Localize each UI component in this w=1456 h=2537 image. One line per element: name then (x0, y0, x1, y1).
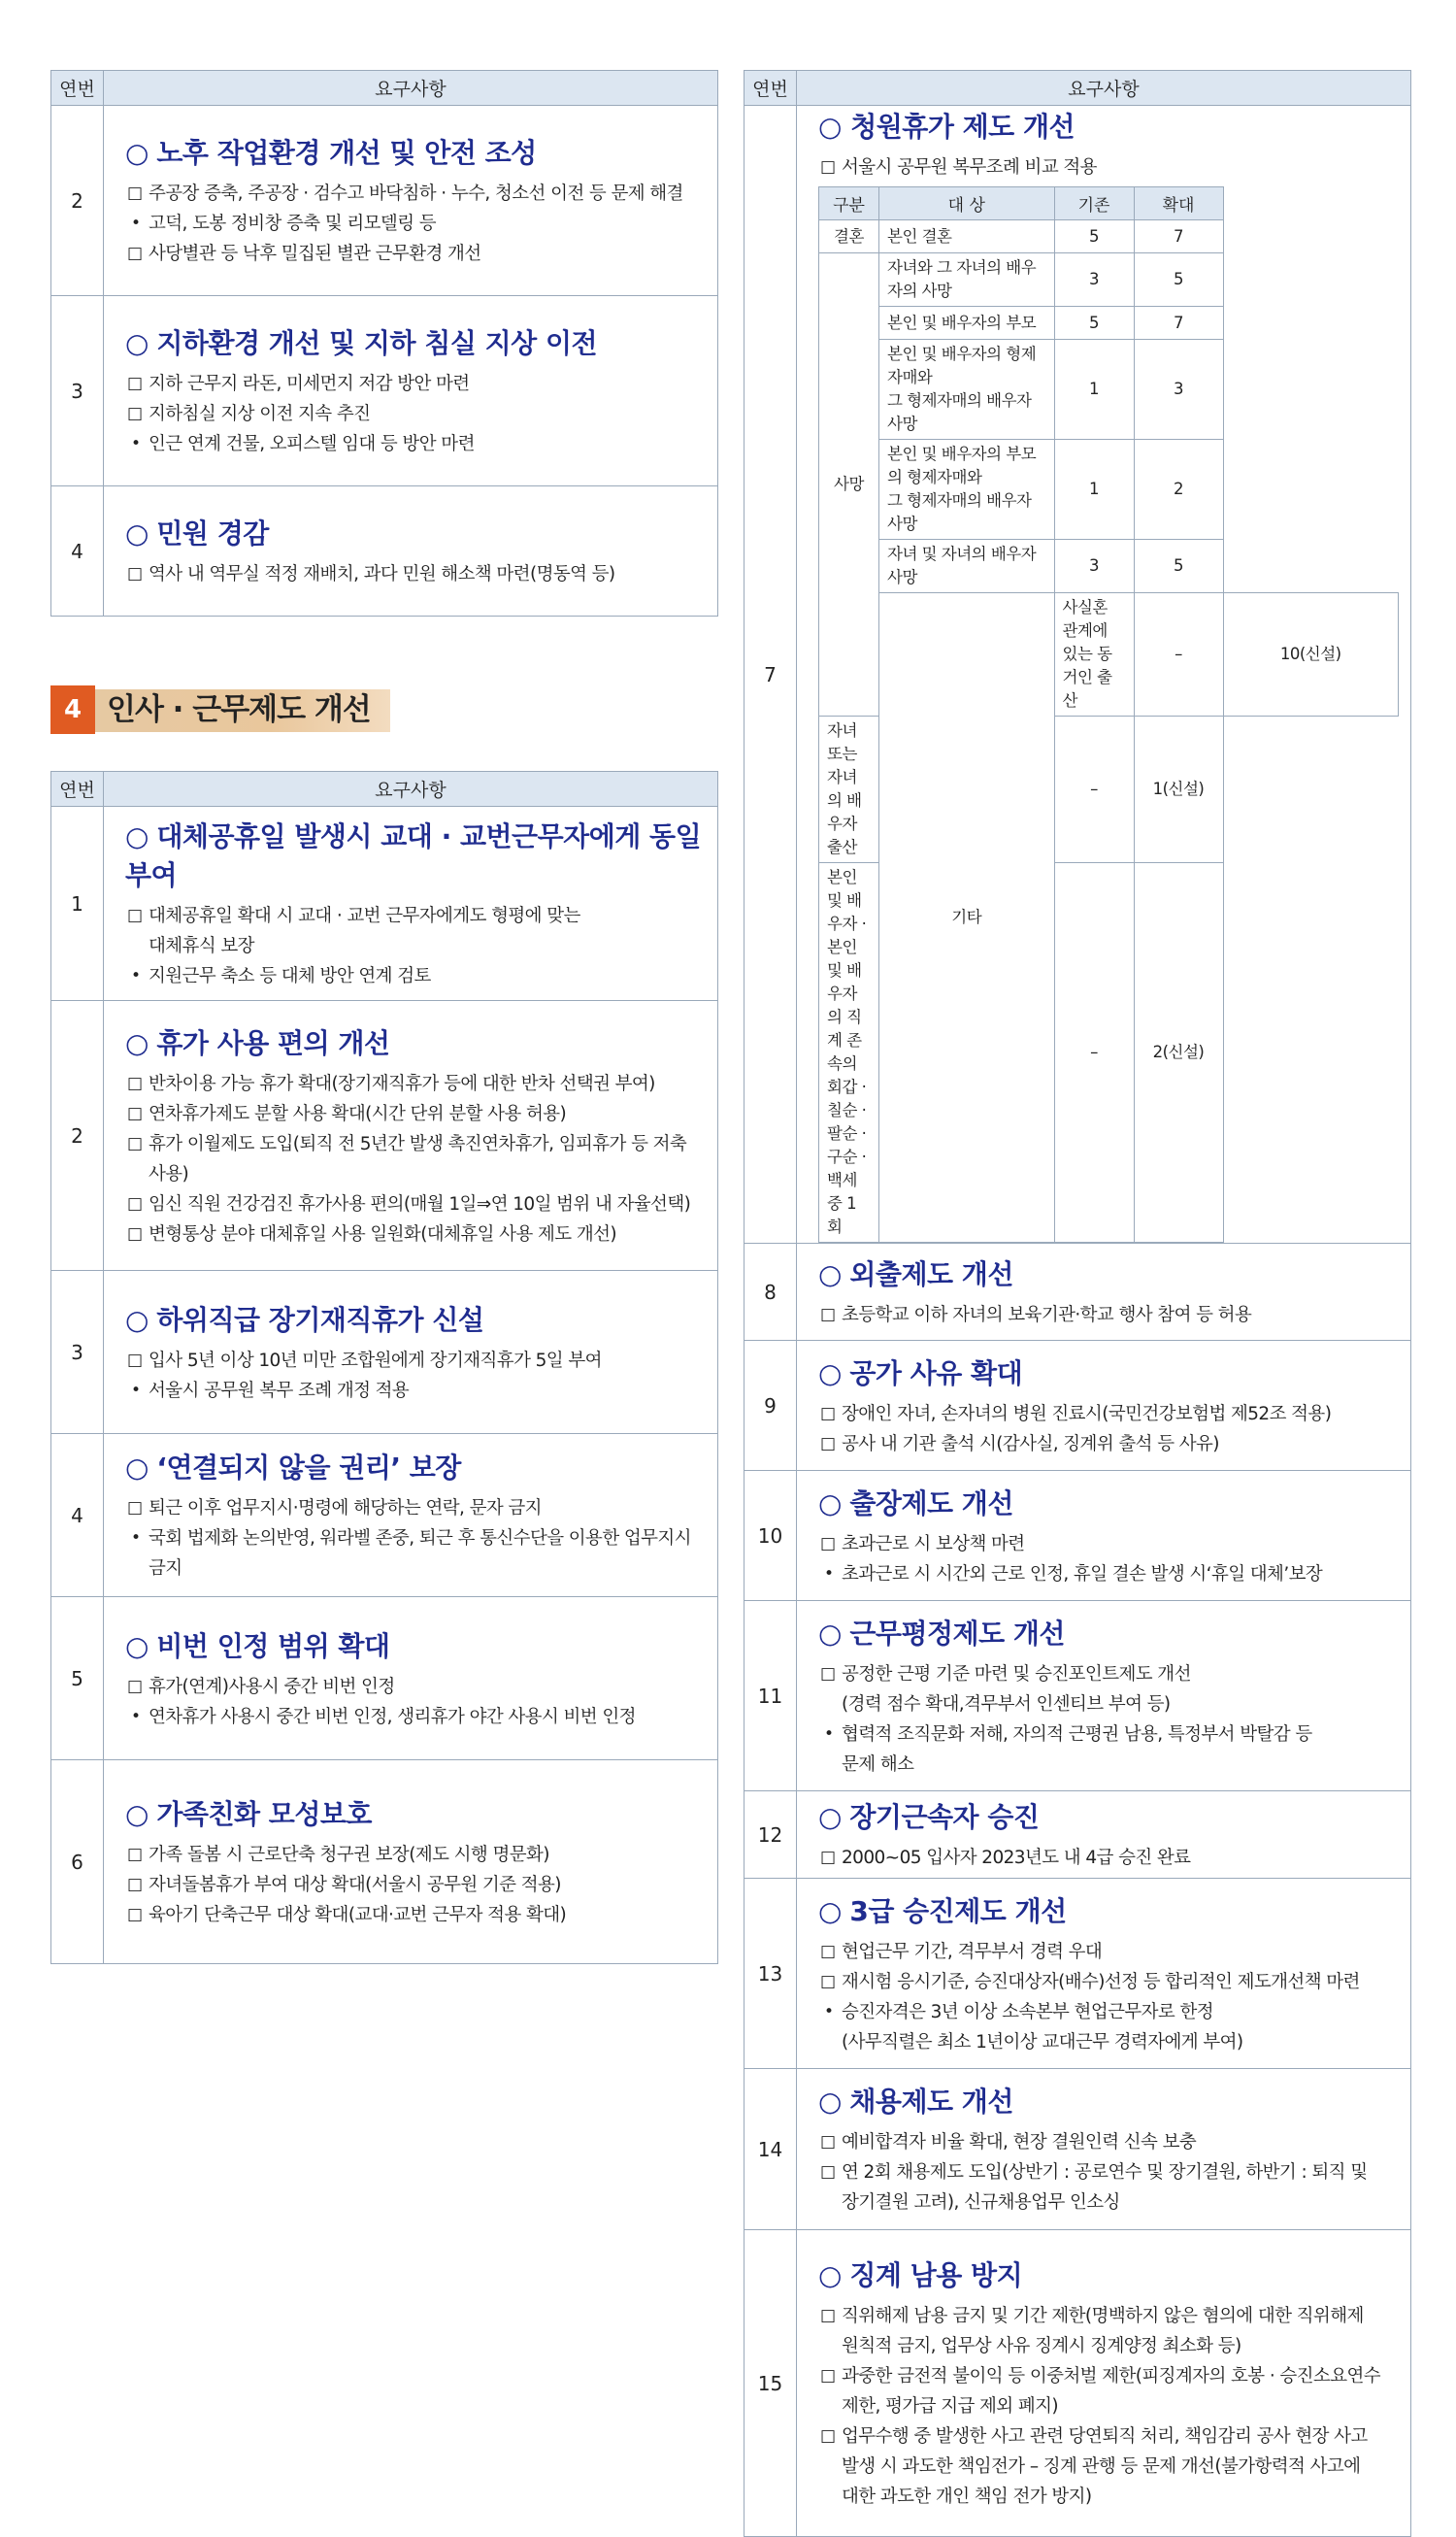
row-title-text: 청원휴가 제도 개선 (850, 111, 1075, 143)
table-row (745, 2069, 1411, 2230)
list-item: 대한 과도한 개인 책임 전가 방지) (842, 2487, 1092, 2507)
table-row (745, 1791, 1411, 1879)
list-item: □ 예비합격자 비율 확대, 현장 결원인력 신속 보충 (818, 2127, 1397, 2157)
row-number: 8 (745, 1244, 797, 1341)
row-items (818, 1843, 1397, 1873)
row-content (797, 2230, 1411, 2537)
row-title: ○ 하위직급 장기재직휴가 신설 (125, 1303, 484, 1336)
row-number: 10 (745, 1471, 797, 1601)
table-row (745, 1341, 1411, 1471)
list-item: □ 휴가(연계)사용시 중간 비번 인정 (125, 1672, 704, 1702)
list-item: □ 반차이용 가능 휴가 확대(장기재직휴가 등에 대한 반차 선택권 부여) (125, 1069, 704, 1099)
leave-table-header-cell: 기존 (1054, 187, 1134, 220)
row-title-text: 근무평정제도 개선 (849, 1617, 1065, 1650)
header-req: 요구사항 (104, 71, 718, 106)
list-item: □ 초등학교 이하 자녀의 보육기관·학교 행사 참여 등 허용 (818, 1300, 1397, 1330)
leave-new-days: 10(신설) (1223, 593, 1399, 717)
row-title-text: 노후 작업환경 개선 및 안전 조성 (156, 137, 537, 169)
row-title: ○ 지하환경 개선 및 지하 침실 지상 이전 (125, 327, 598, 359)
list-item: □ 장애인 자녀, 손자녀의 병원 진료시(국민건강보험법 제52조 적용) (818, 1399, 1397, 1429)
leave-old-days: 5 (1054, 220, 1134, 253)
row-title: ○ 대체공휴일 발생시 교대 · 교번근무자에게 동일 부여 (125, 820, 702, 891)
row-content (797, 1471, 1411, 1601)
row-title-text: 가족친화 모성보호 (156, 1798, 372, 1830)
row-number: 4 (51, 486, 104, 617)
row-items (125, 1840, 704, 1930)
list-item: □ 서울시 공무원 복무조례 비교 적용 (818, 152, 1399, 183)
leave-new-days: 3 (1134, 340, 1223, 440)
list-item: • 초과근로 시 시간외 근로 인정, 휴일 결손 발생 시‘휴일 대체’보장 (818, 1559, 1397, 1589)
header-num: 연번 (51, 772, 104, 807)
left-bottom-body (51, 807, 718, 1964)
leave-table-header-cell: 확대 (1134, 187, 1223, 220)
row-content (104, 486, 718, 617)
list-item: □ 입사 5년 이상 10년 미만 조합원에게 장기재직휴가 5일 부여 (125, 1346, 704, 1376)
table-row (51, 1597, 718, 1760)
leave-old-days: 1 (1054, 440, 1134, 540)
row-title-text: 공가 사유 확대 (849, 1356, 1023, 1389)
list-item: □ 육아기 단축근무 대상 확대(교대·교번 근무자 적용 확대) (125, 1900, 704, 1930)
row-number: 13 (745, 1879, 797, 2069)
list-item: □ 초과근로 시 보상책 마련 (818, 1529, 1397, 1559)
list-item: □ 공사 내 기관 출석 시(감사실, 징계위 출석 등 사유) (818, 1429, 1397, 1459)
row-content (797, 1879, 1411, 2069)
row-title: ○ 휴가 사용 편의 개선 (125, 1026, 390, 1059)
list-item: 원칙적 금지, 업무상 사유 징계시 징계양정 최소화 등) (842, 2336, 1241, 2356)
row-items (818, 1529, 1397, 1589)
section-title: 인사 · 근무제도 개선 (107, 692, 371, 727)
table-row (745, 1471, 1411, 1601)
left-top-table-wrap (50, 70, 718, 617)
leave-new-days: 7 (1134, 220, 1223, 253)
leave-new-days: 7 (1134, 307, 1223, 340)
list-item: □ 현업근무 기간, 격무부서 경력 우대 (818, 1937, 1397, 1967)
row-number: 3 (51, 1271, 104, 1434)
list-item: 대체휴식 보장 (149, 936, 254, 956)
leave-category: 기타 (879, 593, 1055, 1243)
row-title: ○ 채용제도 개선 (818, 2086, 1013, 2118)
row-title-text: 외출제도 개선 (849, 1258, 1013, 1290)
list-item: □ 대체공휴일 확대 시 교대 · 교번 근무자에게도 형평에 맞는 (125, 901, 704, 931)
row-number: 12 (745, 1791, 797, 1879)
table-row (745, 1244, 1411, 1341)
list-item: □ 직위해제 남용 금지 및 기간 제한(명백하지 않은 혐의에 대한 직위해제 (818, 2301, 1397, 2331)
row-number: 6 (51, 1760, 104, 1964)
list-item: □ 재시험 응시기준, 승진대상자(배수)선정 등 합리적인 제도개선책 마련 (818, 1967, 1397, 1997)
leave-table-header-cell: 구분 (819, 187, 879, 220)
list-item: • 인근 연계 건물, 오피스텔 임대 등 방안 마련 (125, 429, 704, 459)
list-item: • 연차휴가 사용시 중간 비번 인정, 생리휴가 야간 사용시 비번 인정 (125, 1702, 704, 1732)
list-item: □ 지하침실 지상 이전 지속 추진 (125, 399, 704, 429)
table-row (51, 807, 718, 1001)
list-item: □ 지하 근무지 라돈, 미세먼지 저감 방안 마련 (125, 369, 704, 399)
row-title: ○ 외출제도 개선 (818, 1258, 1013, 1290)
leave-category: 사망 (819, 253, 879, 717)
list-item: □ 연차휴가제도 분할 사용 확대(시간 단위 분할 사용 허용) (125, 1099, 704, 1129)
list-item: □ 업무수행 중 발생한 사고 관련 당연퇴직 처리, 책임감리 공사 현장 사고 (818, 2421, 1397, 2452)
leave-table-row (819, 440, 1399, 540)
row-title-text: ‘연결되지 않을 권리’ 보장 (156, 1452, 461, 1484)
leave-old-days: 5 (1054, 307, 1134, 340)
row-content (797, 1791, 1411, 1879)
list-item: • 승진자격은 3년 이상 소속본부 현업근무자로 한정 (818, 1997, 1397, 2027)
row-content (104, 1271, 718, 1434)
leave-table-row (819, 220, 1399, 253)
list-item: 발생 시 과도한 책임전가 – 징계 관행 등 문제 개선(불가항력적 사고에 (842, 2456, 1361, 2477)
leave-new-days: 2 (1134, 440, 1223, 540)
leave-table-row (819, 307, 1399, 340)
row-content (104, 1434, 718, 1597)
row-items (125, 901, 704, 991)
row-number: 7 (745, 106, 797, 1244)
header-num: 연번 (745, 71, 797, 106)
list-item: □ 과중한 금전적 불이익 등 이중처벌 제한(피징계자의 호봉 · 승진소요연수 (818, 2361, 1397, 2391)
row-title-text: 징계 남용 방지 (849, 2259, 1023, 2291)
leave-table (818, 186, 1399, 1243)
leave-new-days: 5 (1134, 253, 1223, 307)
list-item: • 고덕, 도봉 정비창 증축 및 리모델링 등 (125, 209, 704, 239)
leave-table-header (819, 187, 1399, 220)
leave-category: 결혼 (819, 220, 879, 253)
row-number: 3 (51, 296, 104, 486)
header-req: 요구사항 (104, 772, 718, 807)
row-title-text: 장기근속자 승진 (849, 1801, 1040, 1833)
row-title: ○ 청원휴가 제도 개선 (818, 111, 1075, 143)
list-item: □ 연 2회 채용제도 도입(상반기 : 공로연수 및 장기결원, 하반기 : 퇴직 및 (818, 2157, 1397, 2187)
row-number: 11 (745, 1601, 797, 1791)
list-item: • 협력적 조직문화 저해, 자의적 근평권 남용, 특정부서 박탈감 등 (818, 1719, 1397, 1750)
row-items (818, 1300, 1397, 1330)
row-number: 14 (745, 2069, 797, 2230)
row-title: ○ 노후 작업환경 개선 및 안전 조성 (125, 137, 537, 169)
leave-new-days: 5 (1134, 540, 1223, 593)
leave-old-days: – (1054, 863, 1134, 1243)
list-item: □ 임신 직원 건강검진 휴가사용 편의(매월 1일⇒연 10일 범위 내 자율선택) (125, 1189, 704, 1219)
leave-table-row (819, 540, 1399, 593)
leave-target: 본인 결혼 (879, 220, 1055, 253)
row-title: ○ 가족친화 모성보호 (125, 1798, 372, 1830)
header-num: 연번 (51, 71, 104, 106)
leave-target: 본인 및 배우자 · 본인 및 배우자의 직계 존속의 회갑 · 칠순 · 팔순 · 구순 · 백세 중 1회 (819, 863, 879, 1243)
leave-target: 본인 및 배우자의 부모의 형제자매와 그 형제자매의 배우자 사망 (879, 440, 1055, 540)
leave-old-days: 3 (1054, 540, 1134, 593)
row-items (125, 179, 704, 269)
row-content (104, 1760, 718, 1964)
row-title: ○ 비번 인정 범위 확대 (125, 1629, 390, 1662)
leave-table-row (819, 593, 1399, 717)
row-items (818, 1399, 1397, 1459)
left-top-table (50, 70, 718, 617)
row-title: ○ 출장제도 개선 (818, 1486, 1013, 1519)
leave-table-body (819, 220, 1399, 1243)
leave-old-days: – (1054, 717, 1134, 863)
right-body (745, 106, 1411, 2537)
row-content (104, 1597, 718, 1760)
row-content (797, 1244, 1411, 1341)
table-row (745, 2230, 1411, 2537)
list-item: □ 가족 돌봄 시 근로단축 청구권 보장(제도 시행 명문화) (125, 1840, 704, 1870)
list-item: □ 변형통상 분야 대체휴일 사용 일원화(대체휴일 사용 제도 개선) (125, 1219, 704, 1250)
table-row (51, 1001, 718, 1271)
table-row (745, 1879, 1411, 2069)
row-title: ○ 공가 사유 확대 (818, 1356, 1023, 1389)
leave-old-days: 3 (1054, 253, 1134, 307)
leave-table-row (819, 253, 1399, 307)
left-bottom-table-wrap (50, 771, 718, 1964)
list-item: □ 자녀돌봄휴가 부여 대상 확대(서울시 공무원 기준 적용) (125, 1870, 704, 1900)
leave-target: 본인 및 배우자의 부모 (879, 307, 1055, 340)
row-content (797, 2069, 1411, 2230)
list-item: □ 역사 내 역무실 적정 재배치, 과다 민원 해소책 마련(명동역 등) (125, 559, 704, 589)
row-number: 5 (51, 1597, 104, 1760)
right-table-wrap (744, 70, 1411, 2537)
section-number: 4 (50, 685, 95, 734)
row-number: 1 (51, 807, 104, 1001)
leave-target: 자녀와 그 자녀의 배우자의 사망 (879, 253, 1055, 307)
list-item: □ 2000~05 입사자 2023년도 내 4급 승진 완료 (818, 1843, 1397, 1873)
list-item: □ 퇴근 이후 업무지시·명령에 해당하는 연락, 문자 금지 (125, 1493, 704, 1523)
list-item: • 서울시 공무원 복무 조례 개정 적용 (125, 1376, 704, 1406)
row-title: ○ 장기근속자 승진 (818, 1801, 1040, 1833)
leave-target: 사실혼 관계에 있는 동거인 출산 (1054, 593, 1134, 717)
table-row (51, 486, 718, 617)
header-req: 요구사항 (797, 71, 1411, 106)
list-item: • 국회 법제화 논의반영, 워라벨 존중, 퇴근 후 통신수단을 이용한 업무지시 금지 (125, 1523, 704, 1584)
leave-old-days: – (1134, 593, 1223, 717)
row-items (125, 1069, 704, 1250)
leave-table-header-cell: 대 상 (879, 187, 1055, 220)
row-items (818, 152, 1399, 183)
row-content (104, 807, 718, 1001)
table-row (51, 296, 718, 486)
table-row (51, 1271, 718, 1434)
row-items (125, 559, 704, 589)
row-title-text: 휴가 사용 편의 개선 (156, 1026, 390, 1059)
row-number: 4 (51, 1434, 104, 1597)
leave-target: 본인 및 배우자의 형제자매와 그 형제자매의 배우자 사망 (879, 340, 1055, 440)
row-number: 2 (51, 106, 104, 296)
row-content (104, 106, 718, 296)
list-item: • 지원근무 축소 등 대체 방안 연계 검토 (125, 961, 704, 991)
row-title-text: 대체공휴일 발생시 교대 · 교번근무자에게 동일 부여 (125, 820, 702, 891)
row-title: ○ 민원 경감 (125, 517, 269, 550)
row-content (104, 296, 718, 486)
list-item: □ 주공장 증축, 주공장 · 검수고 바닥침하 · 누수, 청소선 이전 등 문제 해결 (125, 179, 704, 209)
table-row (51, 106, 718, 296)
row-number: 2 (51, 1001, 104, 1271)
row-title: ○ 징계 남용 방지 (818, 2259, 1023, 2291)
table-row (51, 1434, 718, 1597)
list-item: 장기결원 고려), 신규채용업무 인소싱 (842, 2192, 1120, 2213)
row-title-text: 채용제도 개선 (849, 2086, 1013, 2118)
list-item: □ 휴가 이월제도 도입(퇴직 전 5년간 발생 촉진연차휴가, 임피휴가 등 저축 사용) (125, 1129, 704, 1189)
row-items (125, 1346, 704, 1406)
row-items (125, 1493, 704, 1584)
list-item: 제한, 평가급 지급 제외 폐지) (842, 2396, 1059, 2417)
row-items (818, 1659, 1397, 1780)
table-row (745, 106, 1411, 1244)
row-title-text: 비번 인정 범위 확대 (156, 1629, 390, 1662)
list-item: (사무직렬은 최소 1년이상 교대근무 경력자에게 부여) (842, 2031, 1243, 2053)
list-item: 문제 해소 (842, 1753, 914, 1775)
section-heading (50, 685, 390, 734)
row-items (818, 1937, 1397, 2057)
left-bottom-table (50, 771, 718, 1964)
list-item: □ 사당별관 등 낙후 밀집된 별관 근무환경 개선 (125, 239, 704, 269)
leave-target: 자녀 또는 자녀의 배우자 출산 (819, 717, 879, 863)
row-title-text: 지하환경 개선 및 지하 침실 지상 이전 (156, 327, 598, 359)
leave-table-row (819, 340, 1399, 440)
leave-new-days: 1(신설) (1134, 717, 1223, 863)
row-items (818, 2127, 1397, 2218)
row-title: ○ ‘연결되지 않을 권리’ 보장 (125, 1452, 461, 1484)
row-items (818, 2301, 1397, 2512)
row-title-text: 민원 경감 (156, 517, 269, 550)
row-title: ○ 근무평정제도 개선 (818, 1617, 1065, 1650)
list-item: (경력 점수 확대,격무부서 인센티브 부여 등) (842, 1693, 1171, 1715)
row-title-text: 하위직급 장기재직휴가 신설 (156, 1303, 484, 1336)
row-number: 15 (745, 2230, 797, 2537)
row-title-text: 3급 승진제도 개선 (849, 1894, 1067, 1927)
row-items (125, 1672, 704, 1732)
row-number: 9 (745, 1341, 797, 1471)
leave-target: 자녀 및 자녀의 배우자 사망 (879, 540, 1055, 593)
row-content (797, 1601, 1411, 1791)
leave-old-days: 1 (1054, 340, 1134, 440)
table-row (745, 1601, 1411, 1791)
list-item: □ 공정한 근평 기준 마련 및 승진포인트제도 개선 (818, 1659, 1397, 1689)
row-title-text: 출장제도 개선 (849, 1486, 1013, 1519)
left-top-body (51, 106, 718, 617)
leave-new-days: 2(신설) (1134, 863, 1223, 1243)
row-content (797, 1341, 1411, 1471)
row-items (125, 369, 704, 459)
right-table (744, 70, 1411, 2537)
row-title: ○ 3급 승진제도 개선 (818, 1894, 1067, 1927)
table-row (51, 1760, 718, 1964)
row-content (104, 1001, 718, 1271)
row-content (797, 106, 1411, 1244)
